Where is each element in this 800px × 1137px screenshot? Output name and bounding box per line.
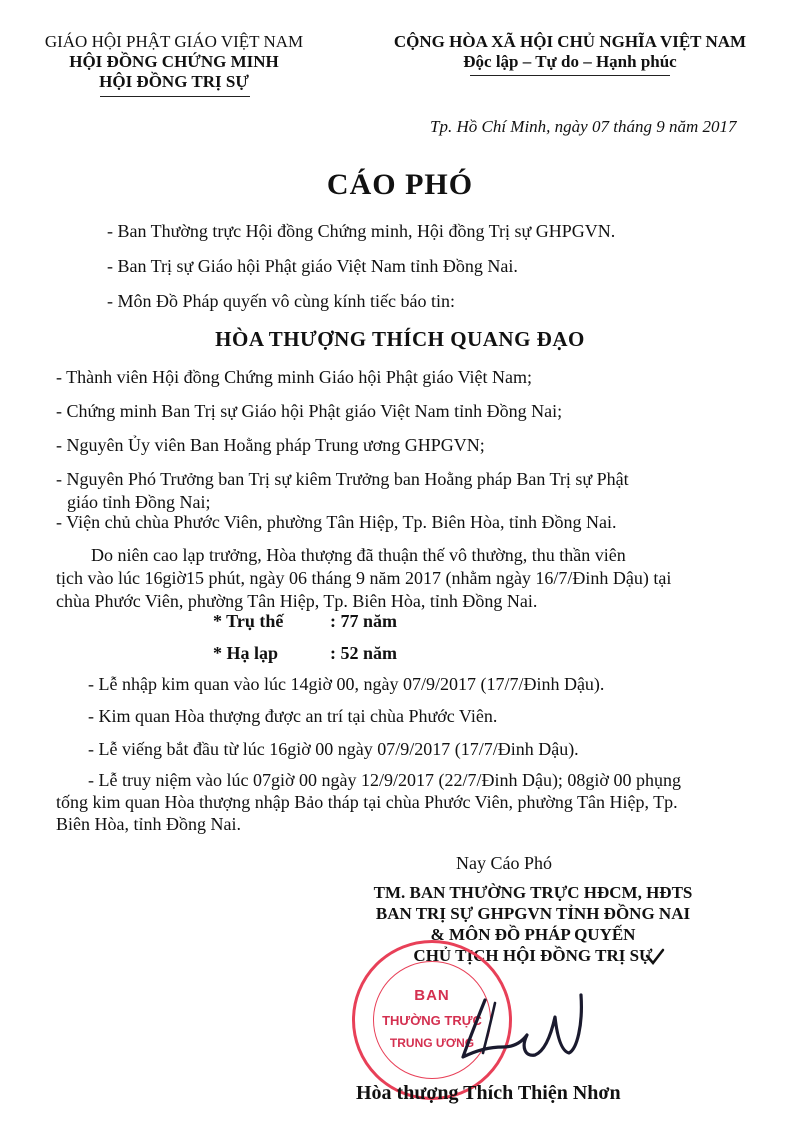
header-org-line2: HỘI ĐỒNG CHỨNG MINH (69, 52, 279, 71)
ceremony-item: - Kim quan Hòa thượng được an trí tại chùa Phước Viên. (88, 706, 498, 726)
ceremony-item: - Lễ viếng bắt đầu từ lúc 16giờ 00 ngày 07/9/2017 (17/7/Đinh Dậu). (88, 739, 579, 759)
ha-lap-label: * Hạ lạp (213, 643, 279, 663)
position-item: - Viện chủ chùa Phước Viên, phường Tân Hiệp, Tp. Biên Hòa, tỉnh Đồng Nai. (56, 512, 617, 532)
seal-text: TRUNG ƯƠNG (389, 1036, 475, 1050)
check-mark-icon (645, 948, 665, 966)
header-nation-line1: CỘNG HÒA XÃ HỘI CHỦ NGHĨA VIỆT NAM (393, 32, 747, 51)
ceremony-item: - Lễ nhập kim quan vào lúc 14giờ 00, ngày 07/9/2017 (17/7/Đinh Dậu). (88, 674, 605, 694)
header-national (350, 32, 790, 72)
passing-paragraph-line: chùa Phước Viên, phường Tân Hiệp, Tp. Biên Hòa, tỉnh Đồng Nai. (56, 591, 538, 611)
position-item: - Chứng minh Ban Trị sự Giáo hội Phật giáo Việt Nam tỉnh Đồng Nai; (56, 401, 563, 421)
handwritten-signature (455, 985, 595, 1070)
ceremony-item: - Lễ truy niệm vào lúc 07giờ 00 ngày 12/9/2017 (22/7/Đinh Dậu); 08giờ 00 phụng (88, 770, 681, 790)
passing-paragraph-line: tịch vào lúc 16giờ15 phút, ngày 06 tháng 9 năm 2017 (nhằm ngày 16/7/Đinh Dậu) tại (56, 568, 672, 588)
closing-line: CHỦ TỊCH HỘI ĐỒNG TRỊ SỰ (413, 946, 653, 965)
passing-paragraph-line: Do niên cao lạp trưởng, Hòa thượng đã thuận thế vô thường, thu thần viên (91, 545, 626, 565)
document-title: CÁO PHÓ (326, 168, 474, 201)
position-item: - Thành viên Hội đồng Chứng minh Giáo hội Phật giáo Việt Nam; (56, 367, 532, 387)
header-organization (24, 32, 324, 92)
closing-nay-cao-pho: Nay Cáo Phó (456, 853, 552, 873)
position-item: - Nguyên Phó Trưởng ban Trị sự kiêm Trưởng ban Hoằng pháp Ban Trị sự Phật (56, 469, 629, 489)
header-org-line1: GIÁO HỘI PHẬT GIÁO VIỆT NAM (44, 32, 304, 51)
seal-text: BAN (414, 987, 450, 1004)
dateline: Tp. Hồ Chí Minh, ngày 07 tháng 9 năm 2017 (430, 117, 737, 136)
ceremony-item-continued: tống kim quan Hòa thượng nhập Bảo tháp tại chùa Phước Viên, phường Tân Hiệp, Tp. (56, 792, 678, 812)
tru-the-label: * Trụ thế (213, 611, 284, 631)
header-org-line3: HỘI ĐỒNG TRỊ SỰ (99, 72, 249, 91)
closing-line: & MÔN ĐỒ PHÁP QUYẾN (430, 925, 636, 944)
position-item: - Nguyên Ủy viên Ban Hoằng pháp Trung ương GHPGVN; (56, 435, 485, 455)
closing-line: TM. BAN THƯỜNG TRỰC HĐCM, HĐTS (373, 883, 693, 902)
announcer-item: - Ban Thường trực Hội đồng Chứng minh, Hội đồng Trị sự GHPGVN. (107, 221, 616, 241)
header-right-rule (470, 75, 670, 76)
tru-the-value: : 77 năm (330, 611, 397, 631)
announcer-item: - Môn Đồ Pháp quyến vô cùng kính tiếc báo tin: (107, 291, 455, 311)
seal-text: THƯỜNG TRỰC (382, 1013, 482, 1028)
announcer-item: - Ban Trị sự Giáo hội Phật giáo Việt Nam tỉnh Đồng Nai. (107, 256, 518, 276)
header-left-rule (100, 96, 250, 97)
position-item-continued: giáo tỉnh Đồng Nai; (67, 492, 211, 512)
signer-name: Hòa thượng Thích Thiện Nhơn (356, 1082, 621, 1104)
header-nation-motto: Độc lập – Tự do – Hạnh phúc (463, 52, 677, 71)
ha-lap-value: : 52 năm (330, 643, 397, 663)
closing-line: BAN TRỊ SỰ GHPGVN TỈNH ĐỒNG NAI (375, 904, 691, 923)
ceremony-item-continued: Biên Hòa, tỉnh Đồng Nai. (56, 814, 241, 834)
deceased-name: HÒA THƯỢNG THÍCH QUANG ĐẠO (215, 327, 585, 351)
